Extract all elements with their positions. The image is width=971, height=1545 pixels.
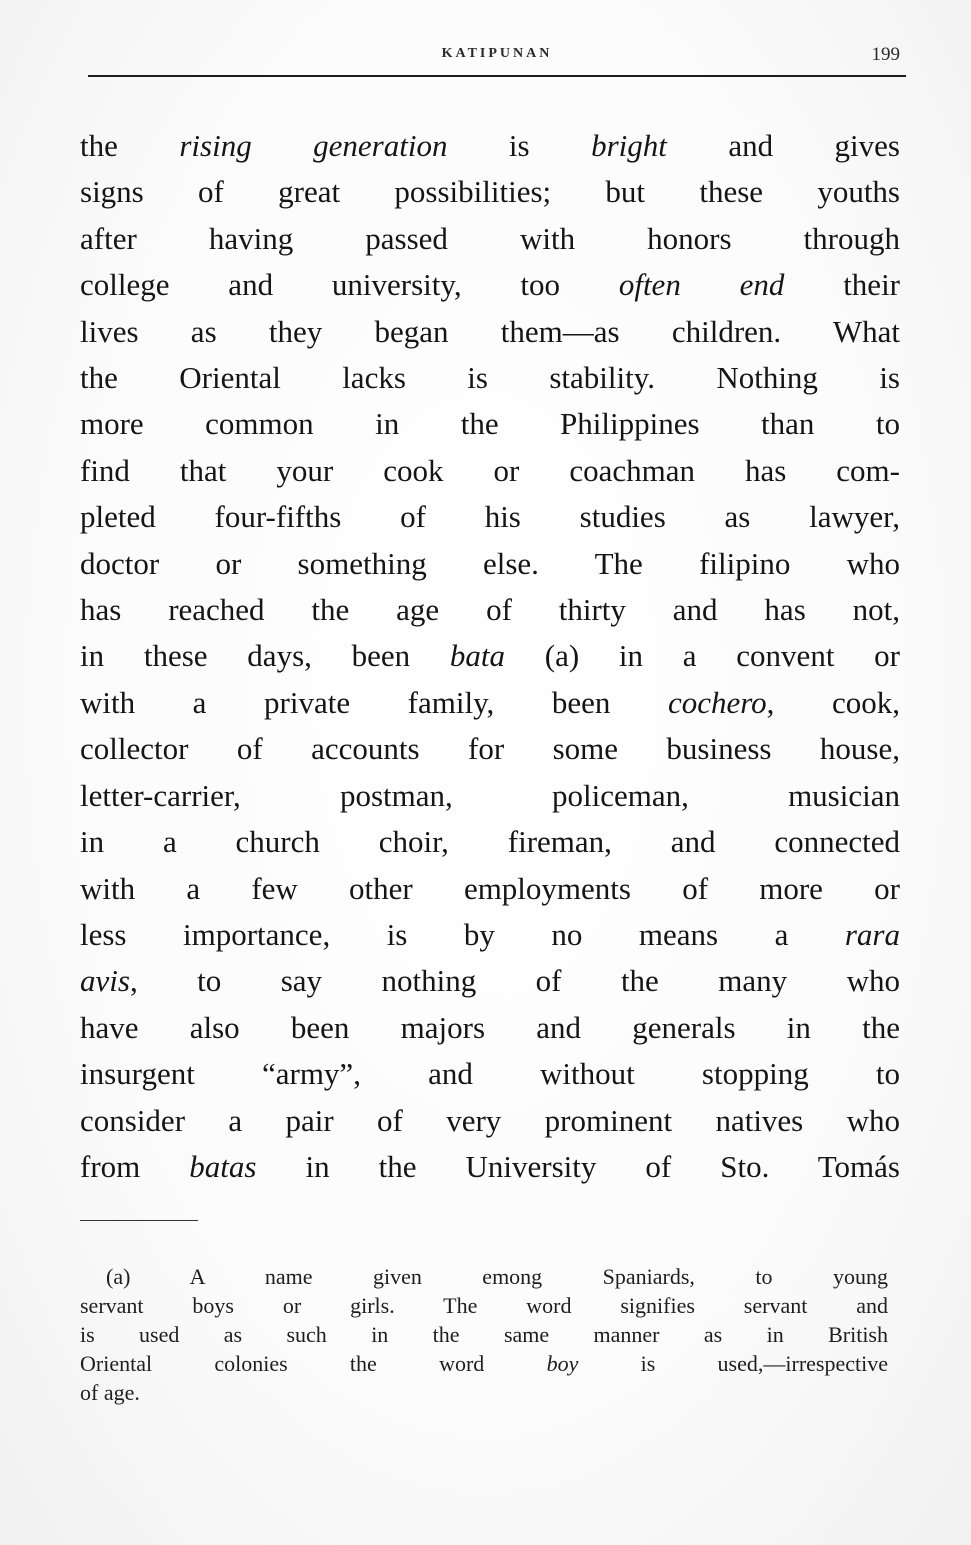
body-line: more common in the Philippines than to — [80, 406, 900, 442]
footnote-rule — [80, 1220, 198, 1221]
body-line: find that your cook or coachman has com- — [80, 452, 900, 488]
italic-term: bata — [449, 638, 506, 674]
body-line: from batas in the University of Sto. Tomás — [80, 1148, 900, 1184]
body-line: the Oriental lacks is stability. Nothing is — [80, 360, 900, 396]
header-rule — [88, 75, 906, 77]
body-line: with a private family, been cochero, cook, — [80, 684, 900, 720]
body-line: doctor or something else. The filipino who — [80, 545, 900, 581]
italic-term: cochero — [667, 684, 767, 720]
body-line: college and university, too often end their — [80, 267, 901, 303]
body-line: consider a pair of very prominent natives who — [80, 1102, 900, 1138]
footnote-line: (a) A name given emong Spaniards, to young — [106, 1264, 888, 1289]
italic-term: often end — [618, 267, 785, 303]
body-line: lives as they began them—as children. What — [80, 313, 900, 349]
italic-term: rara — [844, 916, 900, 952]
footnote-line: Oriental colonies the word boy is used,—irrespective — [80, 1351, 888, 1376]
body-line: avis, to say nothing of the many who — [80, 963, 900, 999]
body-line: in a church choir, fireman, and connected — [80, 824, 900, 860]
italic-term: rising generation — [179, 128, 448, 163]
body-line: after having passed with honors through — [80, 220, 900, 256]
body-line: pleted four-fifths of his studies as lawyer, — [80, 499, 900, 535]
italic-term: avis — [80, 963, 130, 999]
body-line: collector of accounts for some business house, — [80, 731, 900, 767]
footnote-line: servant boys or girls. The word signifies servant and — [80, 1293, 888, 1318]
footnote — [80, 1262, 888, 1407]
italic-term: batas — [189, 1148, 257, 1184]
running-title: KATIPUNAN — [441, 46, 553, 61]
page-number: 199 — [871, 44, 900, 65]
body-line: signs of great possibilities; but these youths — [80, 174, 900, 210]
body-line: insurgent “army”, and without stopping to — [80, 1056, 900, 1092]
footnote-line: is used as such in the same manner as in British — [80, 1322, 888, 1347]
body-line: with a few other employments of more or — [80, 870, 900, 906]
running-head — [88, 40, 906, 70]
italic-term: bright — [591, 128, 667, 163]
body-paragraph — [80, 123, 900, 1190]
footnote-line: of age. — [80, 1380, 140, 1405]
italic-term: boy — [546, 1351, 579, 1376]
body-line: have also been majors and generals in the — [80, 1009, 900, 1045]
body-line: less importance, is by no means a rara — [80, 916, 900, 952]
body-line: has reached the age of thirty and has not, — [80, 592, 900, 628]
body-line: letter-carrier, postman, policeman, musician — [80, 777, 900, 813]
body-line: the rising generation is bright and gives — [80, 128, 900, 163]
body-line: in these days, been bata (a) in a convent or — [80, 638, 901, 674]
